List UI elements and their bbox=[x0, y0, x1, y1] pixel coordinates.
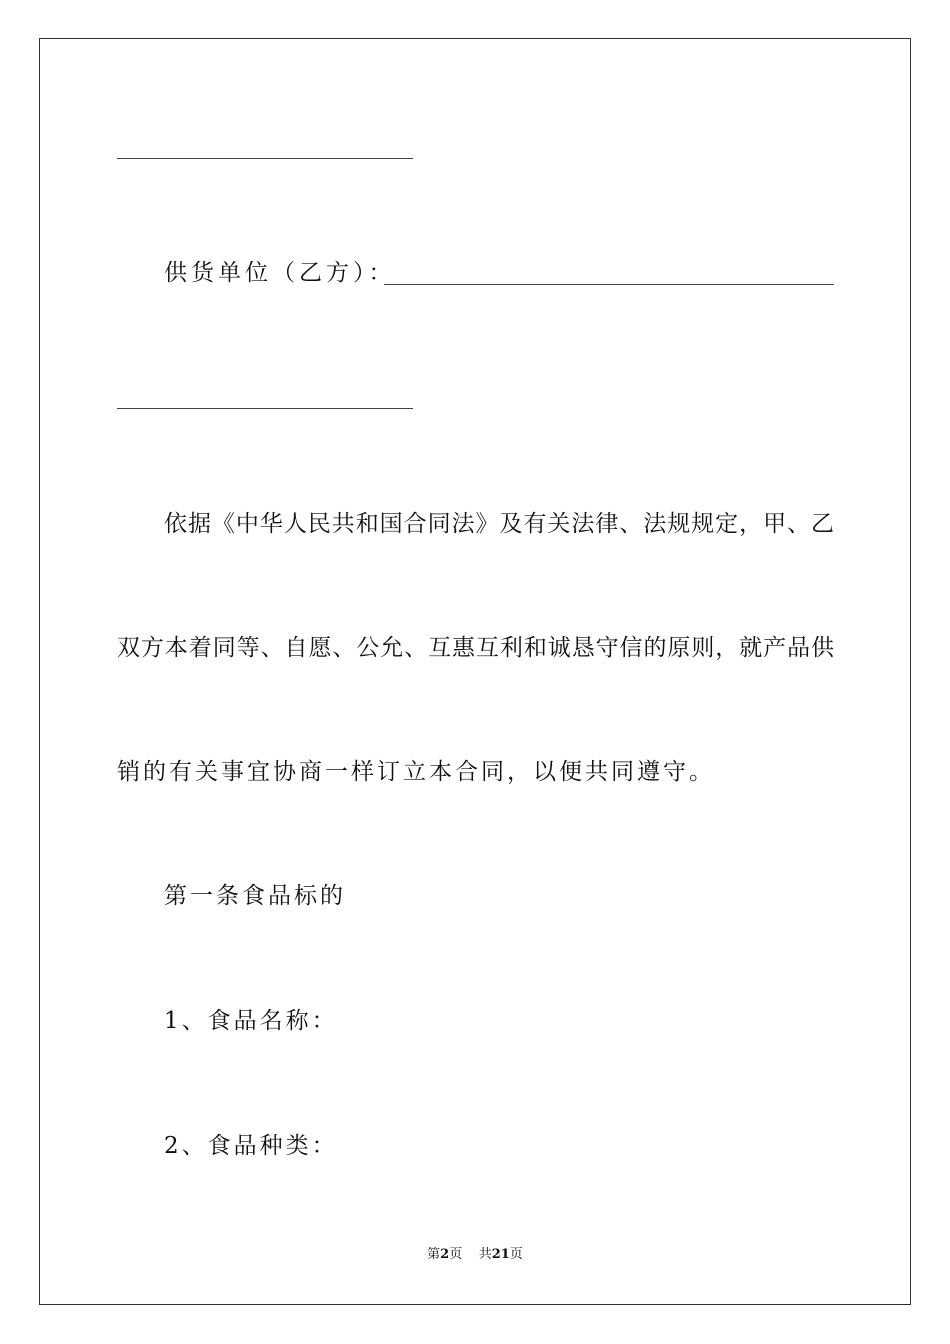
supplier-label: 供货单位（乙方）： bbox=[164, 260, 396, 286]
supplier-blank-underline bbox=[384, 284, 834, 285]
footer-page-total: 21 bbox=[491, 1247, 510, 1262]
item-food-name: 1、食品名称： bbox=[164, 1008, 338, 1034]
footer-page-suffix: 页 bbox=[449, 1247, 463, 1262]
item-food-type: 2、食品种类： bbox=[164, 1133, 338, 1159]
page-border bbox=[39, 38, 911, 1305]
blank-underline-second bbox=[117, 408, 413, 409]
footer-total-prefix: 共 bbox=[478, 1247, 492, 1262]
footer-page-prefix: 第 bbox=[427, 1247, 441, 1262]
article-title: 第一条食品标的 bbox=[164, 883, 346, 909]
footer-total-suffix: 页 bbox=[509, 1247, 523, 1262]
paragraph-line-2: 双方本着同等、自愿、公允、互惠互利和诚恳守信的原则，就产品供 bbox=[117, 635, 834, 661]
paragraph-line-1: 依据《中华人民共和国合同法》及有关法律、法规规定，甲、乙 bbox=[164, 511, 834, 537]
paragraph-line-3: 销的有关事宜协商一样订立本合同，以便共同遵守。 bbox=[117, 759, 715, 785]
blank-underline-top bbox=[117, 158, 413, 159]
footer-page-current: 2 bbox=[440, 1247, 450, 1262]
page-footer bbox=[0, 1245, 950, 1265]
